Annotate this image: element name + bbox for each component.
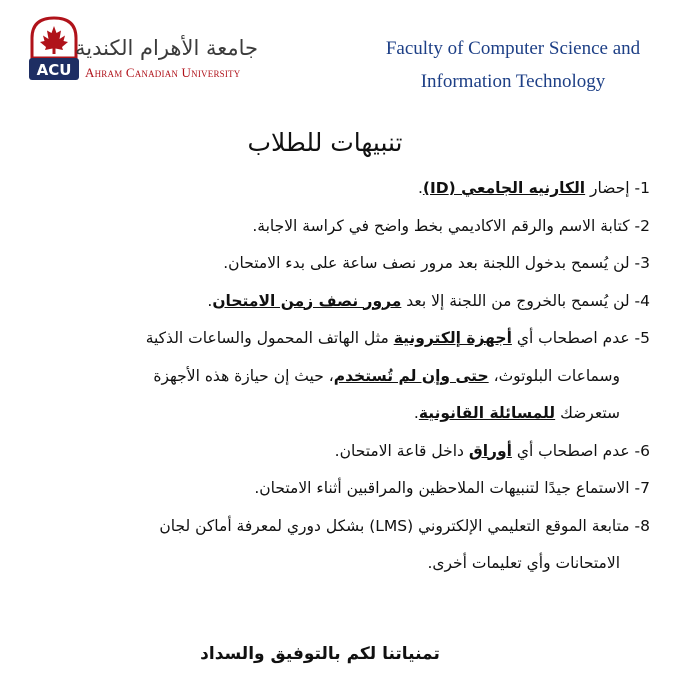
notice-emphasis: أوراق [468,441,512,460]
notice-item-5: 5- عدم اصطحاب أي أجهزة إلكترونية مثل الهاتف المحمول والساعات الذكية [145,329,650,347]
notice-item-5-continued: ستعرضك للمسائلة القانونية. [413,404,620,422]
notice-item-5-continued: وسماعات البلوتوث، حتى وإن لم تُستخدم، حيث إن حيازة هذه الأجهزة [153,366,620,385]
notices-list [30,170,650,583]
notice-item-8-continued: الامتحانات وأي تعليمات أخرى. [427,554,620,572]
notice-emphasis: حتى وإن لم تُستخدم [333,366,489,385]
university-logo [28,14,260,86]
faculty-title [355,32,671,98]
notice-item-3: 3- لن يُسمح بدخول اللجنة بعد مرور نصف ساعة على بدء الامتحان. [223,254,650,272]
logo-arabic-name: جامعة الأهرام الكندية [75,36,258,60]
notice-emphasis: مرور نصف زمن الامتحان [212,291,402,310]
faculty-line-2: Information Technology [420,71,606,92]
notice-emphasis: للمسائلة القانونية [418,404,556,422]
logo-english-name: Ahram Canadian University [85,65,241,80]
notice-emphasis: أجهزة إلكترونية [393,329,512,347]
maple-leaf-icon [28,14,80,82]
notice-emphasis: الكارنيه الجامعي (ID) [422,179,586,197]
closing-wishes: تمنياتنا لكم بالتوفيق والسداد [200,644,440,664]
page-title: تنبيهات للطلاب [247,128,403,157]
notice-item-1: 1- إحضار الكارنيه الجامعي (ID). [417,179,650,197]
faculty-line-1: Faculty of Computer Science and [385,38,641,59]
notice-item-6: 6- عدم اصطحاب أي أوراق داخل قاعة الامتحان. [334,441,650,460]
notice-item-8: 8- متابعة الموقع التعليمي الإلكتروني (LMS) بشكل دوري لمعرفة أماكن لجان [159,516,650,535]
notice-item-7: 7- الاستماع جيدًا لتنبيهات الملاحظين والمراقبين أثناء الامتحان. [254,479,650,497]
logo-monogram: ACU [36,61,72,79]
notice-item-4: 4- لن يُسمح بالخروج من اللجنة إلا بعد مرور نصف زمن الامتحان. [207,291,650,310]
notice-item-2: 2- كتابة الاسم والرقم الاكاديمي بخط واضح في كراسة الاجابة. [252,216,650,235]
